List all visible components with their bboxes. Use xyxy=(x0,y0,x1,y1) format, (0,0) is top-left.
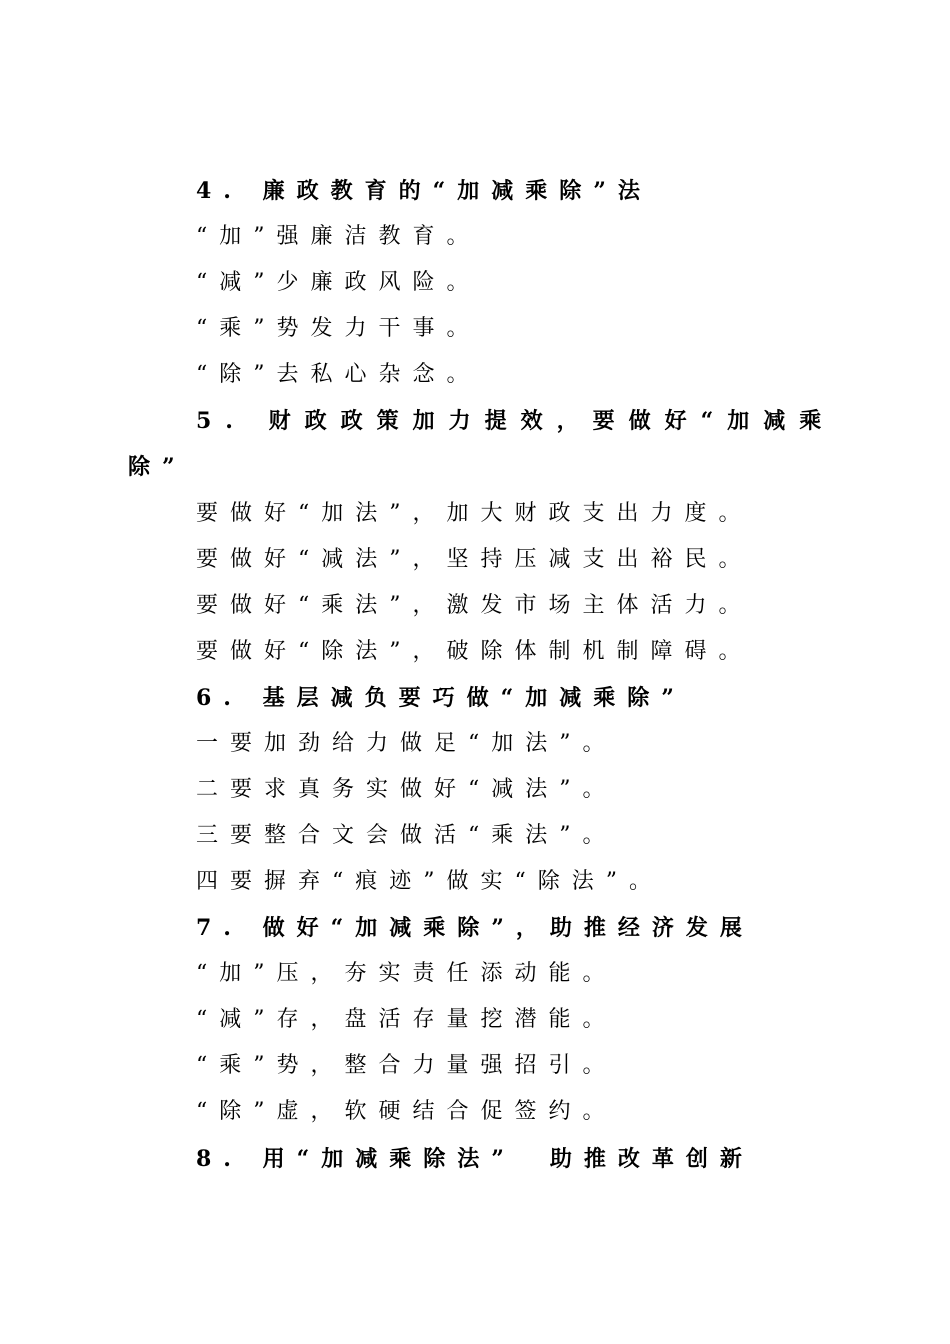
section-5-item-3: 要做好“乘法”，激发市场主体活力。 xyxy=(196,593,753,618)
section-7-item-2: “减”存，盘活存量挖潜能。 xyxy=(196,1007,617,1032)
section-6-heading: 6. 基层减负要巧做“加减乘除” xyxy=(196,685,686,711)
section-6-item-4: 四要摒弃“痕迹”做实“除法”。 xyxy=(196,869,663,894)
section-6-item-1: 一要加劲给力做足“加法”。 xyxy=(196,731,617,756)
section-4-item-1: “加”强廉洁教育。 xyxy=(196,224,481,249)
section-4-item-2: “减”少廉政风险。 xyxy=(196,270,481,295)
section-4-heading: 4. 廉政教育的“加减乘除”法 xyxy=(196,178,652,204)
section-7-heading: 7. 做好“加减乘除”，助推经济发展 xyxy=(196,915,754,941)
section-5-item-4: 要做好“除法”，破除体制机制障碍。 xyxy=(196,639,753,664)
section-4-item-3: “乘”势发力干事。 xyxy=(196,316,481,341)
section-5-item-1: 要做好“加法”，加大财政支出力度。 xyxy=(196,501,753,526)
section-6-item-3: 三要整合文会做活“乘法”。 xyxy=(196,823,617,848)
section-8-heading: 8. 用“加减乘除法” 助推改革创新 xyxy=(196,1146,754,1172)
section-6-item-2: 二要求真务实做好“减法”。 xyxy=(196,777,617,802)
section-7-item-4: “除”虚，软硬结合促签约。 xyxy=(196,1099,617,1124)
section-5-heading-continued: 除” xyxy=(128,454,187,480)
section-7-item-1: “加”压，夯实责任添动能。 xyxy=(196,961,617,986)
section-5-item-2: 要做好“减法”，坚持压减支出裕民。 xyxy=(196,547,753,572)
section-5-heading: 5. 财政政策加力提效，要做好“加减乘 xyxy=(196,408,836,434)
section-4-item-4: “除”去私心杂念。 xyxy=(196,362,481,387)
section-7-item-3: “乘”势，整合力量强招引。 xyxy=(196,1053,617,1078)
